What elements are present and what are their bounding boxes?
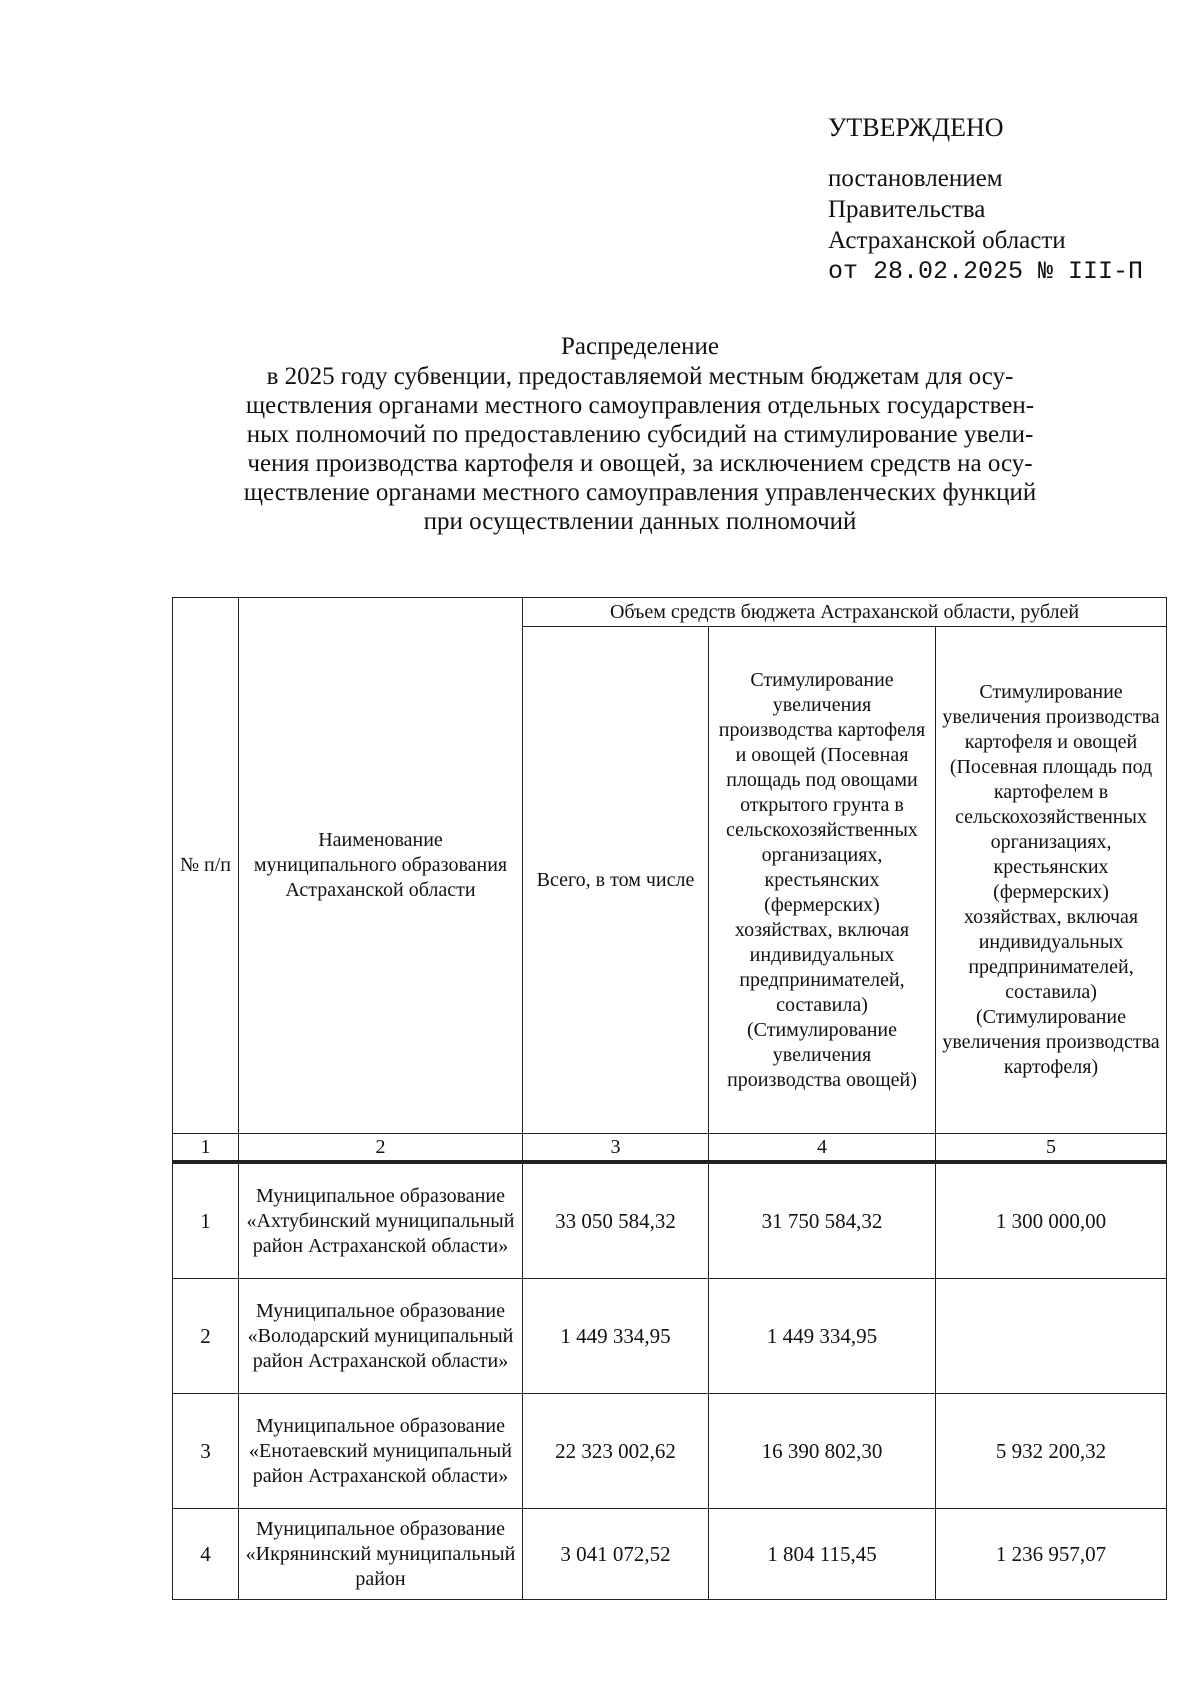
row-number: 2 xyxy=(173,1279,239,1394)
header-number: № п/п xyxy=(173,598,239,1134)
table-row xyxy=(173,1509,1167,1600)
title-line: ных полномочий по предоставлению субсидий на стимулирование увели- xyxy=(246,421,1034,448)
table-row xyxy=(173,1394,1167,1509)
approval-line-2: Правительства xyxy=(828,196,986,223)
total-amount: 22 323 002,62 xyxy=(523,1394,709,1509)
document-title xyxy=(200,332,1080,536)
approval-line-1: постановлением xyxy=(828,165,1003,192)
vegetables-amount: 31 750 584,32 xyxy=(709,1162,936,1279)
potatoes-amount: 1 236 957,07 xyxy=(936,1509,1167,1600)
row-number: 1 xyxy=(173,1162,239,1279)
row-number: 3 xyxy=(173,1394,239,1509)
title-line: чения производства картофеля и овощей, за исключением средств на осу- xyxy=(247,450,1033,477)
header-potatoes: Стимулирование увеличения производства картофеля и овощей (Посевная площадь под картофелем в сельскохозяйственных организациях, крестьянских (фермерских) хозяйствах, включая индивидуальных предпринимателей, составила) (Стимулирование увеличения производства картофеля) xyxy=(936,627,1167,1134)
header-vegetables: Стимулирование увеличения производства картофеля и овощей (Посевная площадь под овощами открытого грунта в сельскохозяйственных организациях, крестьянских (фермерских) хозяйствах, включая индивидуальных предпринимателей, составила) (Стимулирование увеличения производства овощей) xyxy=(709,627,936,1134)
title-line: ществления органами местного самоуправления отдельных государствен- xyxy=(245,392,1035,419)
column-number: 5 xyxy=(936,1134,1167,1163)
header-name: Наименование муниципального образования Астраханской области xyxy=(239,598,523,1134)
column-number: 4 xyxy=(709,1134,936,1163)
title-line: в 2025 году субвенции, предоставляемой местным бюджетам для осу- xyxy=(266,363,1014,390)
potatoes-amount: 5 932 200,32 xyxy=(936,1394,1167,1509)
table-row xyxy=(173,1279,1167,1394)
approval-block xyxy=(828,112,1143,287)
title-line: при осуществлении данных полномочий xyxy=(423,508,857,535)
row-number: 4 xyxy=(173,1509,239,1600)
distribution-table xyxy=(172,597,1167,1600)
municipality-name: Муниципальное образование «Ахтубинский муниципальный район Астраханской области» xyxy=(239,1162,523,1279)
approval-date-line: от 28.02.2025 № III-П xyxy=(828,257,1144,286)
municipality-name: Муниципальное образование «Володарский муниципальный район Астраханской области» xyxy=(239,1279,523,1394)
vegetables-amount: 1 804 115,45 xyxy=(709,1509,936,1600)
total-amount: 1 449 334,95 xyxy=(523,1279,709,1394)
municipality-name: Муниципальное образование «Икрянинский муниципальный район xyxy=(239,1509,523,1600)
column-number: 2 xyxy=(239,1134,523,1163)
approval-heading: УТВЕРЖДЕНО xyxy=(828,113,1004,142)
vegetables-amount: 1 449 334,95 xyxy=(709,1279,936,1394)
column-number: 3 xyxy=(523,1134,709,1163)
approval-line-3: Астраханской области xyxy=(828,227,1066,254)
total-amount: 3 041 072,52 xyxy=(523,1509,709,1600)
potatoes-amount xyxy=(936,1279,1167,1394)
header-total: Всего, в том числе xyxy=(523,627,709,1134)
potatoes-amount: 1 300 000,00 xyxy=(936,1162,1167,1279)
title-line: ществление органами местного самоуправления управленческих функций xyxy=(243,479,1037,506)
total-amount: 33 050 584,32 xyxy=(523,1162,709,1279)
column-number: 1 xyxy=(173,1134,239,1163)
vegetables-amount: 16 390 802,30 xyxy=(709,1394,936,1509)
title-main: Распределение xyxy=(561,333,719,360)
header-budget-group: Объем средств бюджета Астраханской области, рублей xyxy=(523,598,1167,627)
table-row xyxy=(173,1162,1167,1279)
municipality-name: Муниципальное образование «Енотаевский муниципальный район Астраханской области» xyxy=(239,1394,523,1509)
